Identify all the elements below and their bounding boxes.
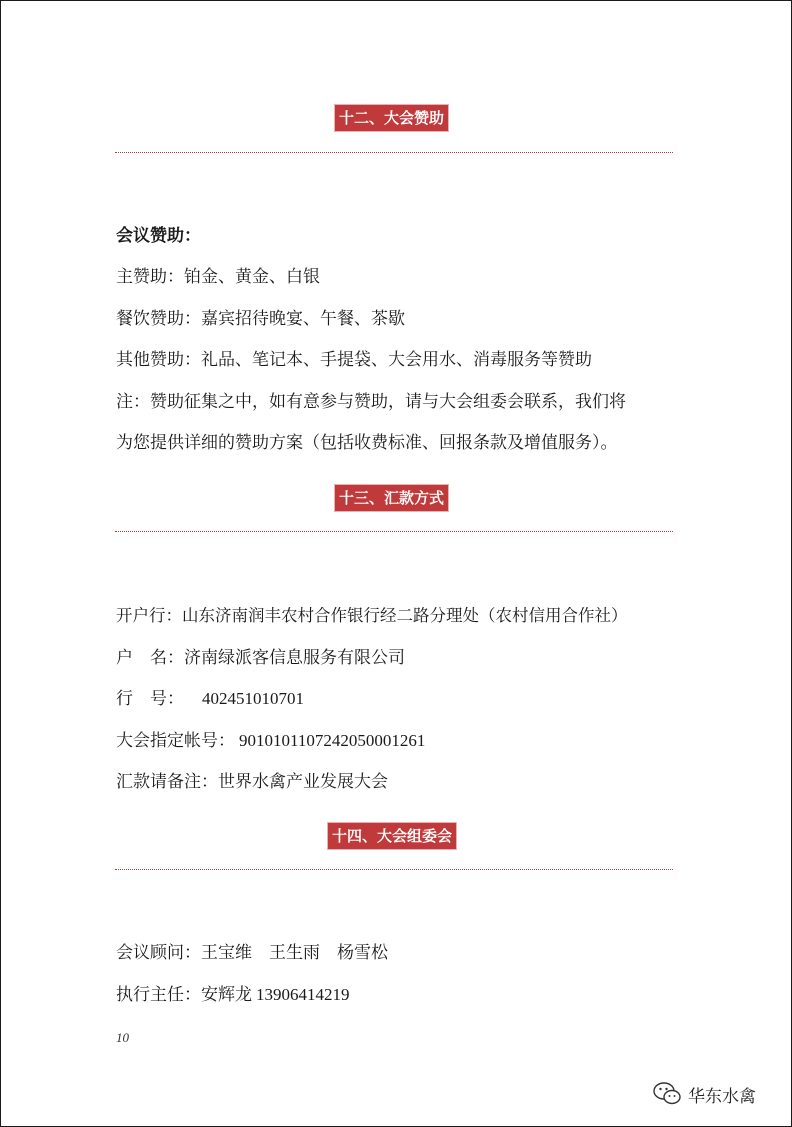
account-name-label: 户 名：	[116, 648, 184, 668]
sponsor-line: 主赞助：铂金、黄金、白银	[116, 267, 320, 287]
advisor-value: 王宝维 王生雨 杨雪松	[201, 943, 388, 963]
bank-label: 开户行：	[116, 606, 182, 625]
bank-code-value: 402451010701	[202, 689, 304, 708]
section-divider	[115, 869, 673, 870]
watermark	[652, 1080, 756, 1108]
advisor-label: 会议顾问：	[116, 943, 201, 963]
sponsor-line: 餐饮赞助：嘉宾招待晚宴、午餐、茶歇	[116, 309, 405, 329]
sponsor-line: 注：赞助征集之中，如有意参与赞助，请与大会组委会联系，我们将	[116, 392, 626, 412]
sponsorship-subtitle: 会议赞助：	[116, 226, 201, 246]
sponsor-line: 为您提供详细的赞助方案（包括收费标准、回报条款及增值服务）。	[116, 433, 618, 453]
section-heading-remittance: 十三、汇款方式	[335, 485, 448, 511]
section-divider	[115, 531, 673, 532]
remittance-note-value: 世界水禽产业发展大会	[218, 772, 388, 792]
director-line	[116, 983, 350, 1007]
account-name-value: 济南绿派客信息服务有限公司	[184, 648, 405, 668]
account-name-line	[116, 646, 405, 670]
page-number: 10	[116, 1030, 129, 1045]
section-divider	[115, 152, 673, 153]
account-number-value: 9010101107242050001261	[239, 731, 426, 750]
bank-value: 山东济南润丰农村合作银行经二路分理处（农村信用合作社）	[182, 606, 628, 625]
section-heading-committee: 十四、大会组委会	[328, 823, 456, 849]
remittance-note-label: 汇款请备注：	[116, 772, 218, 792]
director-label: 执行主任：	[116, 985, 201, 1005]
wechat-icon	[652, 1080, 682, 1108]
bank-code-line	[116, 687, 304, 711]
section-heading-sponsorship: 十二、大会赞助	[335, 105, 448, 131]
account-number-label: 大会指定帐号：	[116, 731, 235, 751]
advisor-line	[116, 941, 388, 965]
bank-line	[116, 604, 628, 628]
director-name: 安辉龙	[201, 985, 252, 1005]
director-phone: 13906414219	[256, 985, 350, 1004]
remittance-note-line	[116, 770, 388, 794]
bank-code-label: 行 号：	[116, 689, 184, 709]
watermark-text: 华东水禽	[688, 1086, 756, 1107]
sponsor-line: 其他赞助：礼品、笔记本、手提袋、大会用水、消毒服务等赞助	[116, 350, 592, 370]
account-number-line	[116, 729, 425, 753]
